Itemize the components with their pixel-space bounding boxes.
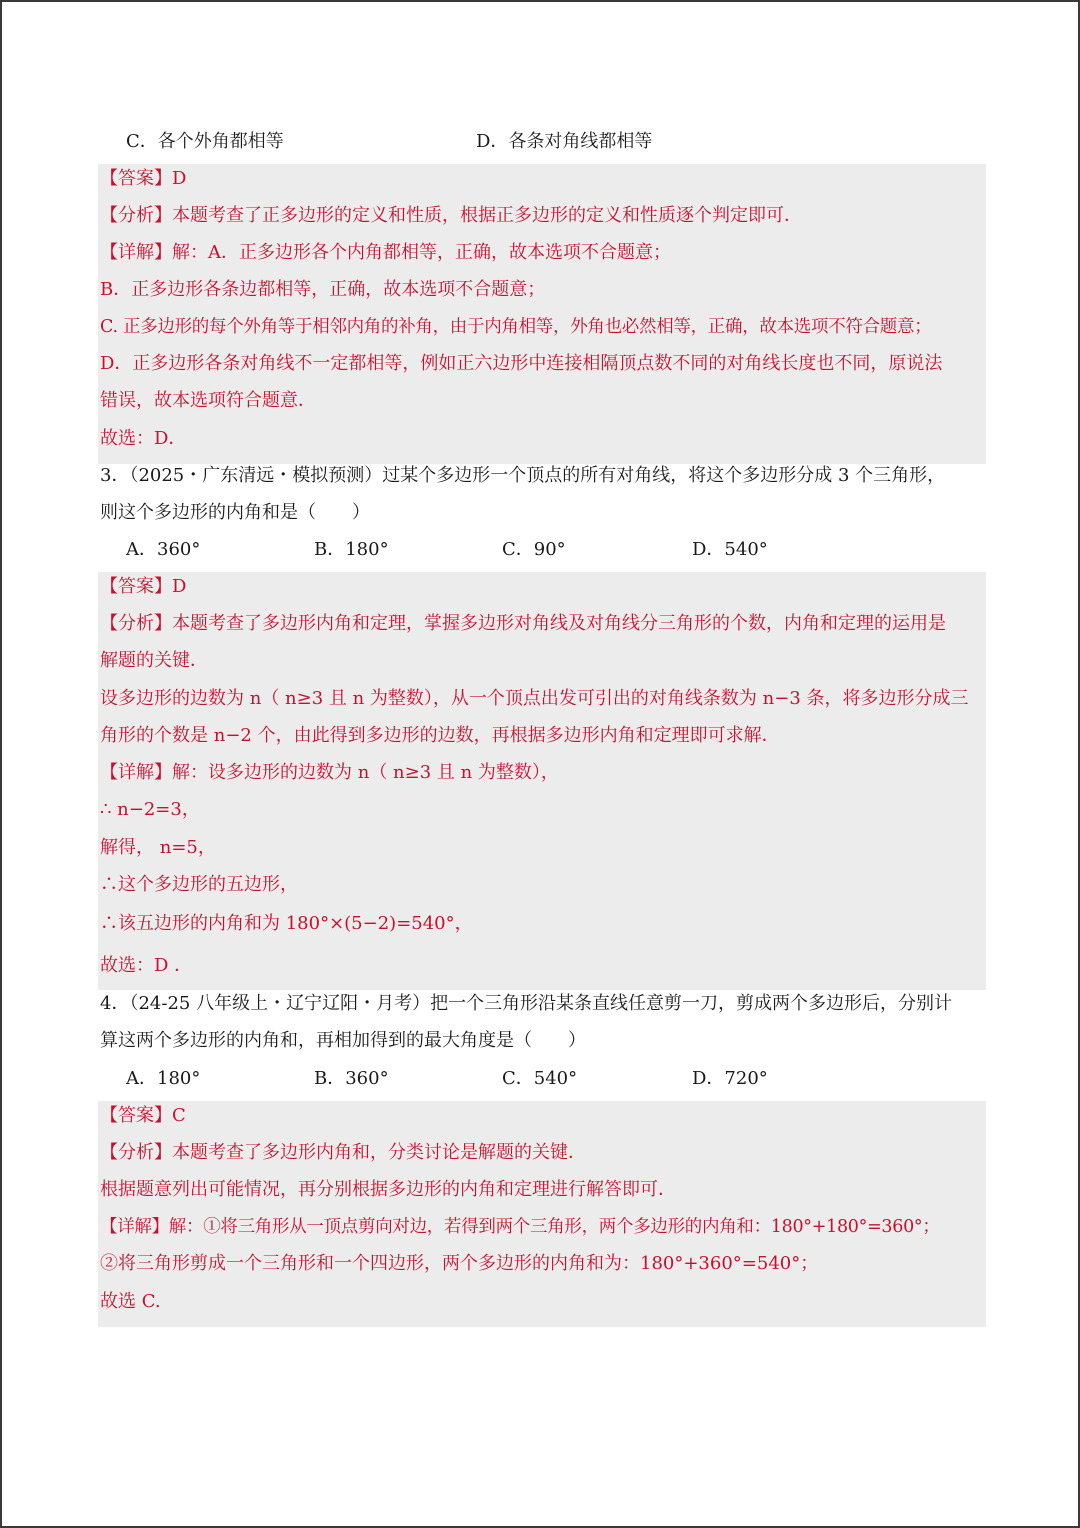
q3-answer: 【答案】D <box>100 576 187 597</box>
q4-analysis-line: 【分析】本题考查了多边形内角和，分类讨论是解题的关键． <box>100 1142 586 1163</box>
q3-detail-line: ∴该五边形的内角和为 180°×(5−2)=540°， <box>100 913 473 934</box>
q3-detail-line: ∴这个多边形的五边形， <box>100 874 298 895</box>
q2-detail-line: C. 正多边形的每个外角等于相邻内角的补角，由于内角相等，外角也必然相等，正确，故本选项不符合题意； <box>100 317 932 337</box>
q3-analysis-line: 【分析】本题考查了多边形内角和定理，掌握多边形对角线及对角线分三角形的个数，内角和定理的运用是 <box>100 613 946 634</box>
q3-analysis-line: 解题的关键． <box>100 650 208 671</box>
q3-analysis-line: 设多边形的边数为 n（ n≥3 且 n 为整数），从一个顶点出发可引出的对角线条数为 n−3 条，将多边形分成三 <box>100 688 969 709</box>
q2-option-d: D．各条对角线都相等 <box>476 131 653 152</box>
q3-detail-line: 【详解】解：设多边形的边数为 n（ n≥3 且 n 为整数）， <box>100 762 559 783</box>
q2-detail-line: D．正多边形各条对角线不一定都相等，例如正六边形中连接相隔顶点数不同的对角线长度也不同，原说法 <box>100 353 943 374</box>
q3-detail-line: ∴ n−2=3， <box>100 799 200 820</box>
q4-option-a: A．180° <box>126 1068 201 1089</box>
q2-option-c: C．各个外角都相等 <box>126 131 284 152</box>
q2-detail-line: 错误，故本选项符合题意． <box>100 390 316 411</box>
q4-detail-line: ②将三角形剪成一个三角形和一个四边形，两个多边形的内角和为：180°+360°=540°； <box>100 1253 819 1274</box>
q3-option-b: B．180° <box>314 539 389 560</box>
q3-detail-line: 故选：D ． <box>100 955 193 976</box>
q3-analysis-line: 角形的个数是 n−2 个，由此得到多边形的边数，再根据多边形内角和定理即可求解． <box>100 725 780 746</box>
q3-option-d: D．540° <box>692 539 768 560</box>
q3-stem: 3．（2025・广东清远・模拟预测）过某个多边形一个顶点的所有对角线，将这个多边形分成 3 个三角形， <box>100 465 946 486</box>
q4-detail-line: 故选 C. <box>100 1291 161 1312</box>
q2-analysis: 【分析】本题考查了正多边形的定义和性质，根据正多边形的定义和性质逐个判定即可． <box>100 205 802 226</box>
q4-detail-line: 【详解】解：①将三角形从一顶点剪向对边，若得到两个三角形，两个多边形的内角和：180°+180°=360°； <box>100 1217 940 1237</box>
q2-detail-line: 故选：D． <box>100 428 187 449</box>
q3-option-a: A．360° <box>126 539 201 560</box>
q4-analysis-line: 根据题意列出可能情况，再分别根据多边形的内角和定理进行解答即可． <box>100 1179 676 1200</box>
q4-stem: 算这两个多边形的内角和，再相加得到的最大角度是（ ） <box>100 1030 586 1051</box>
q4-answer: 【答案】C <box>100 1105 186 1126</box>
q3-stem: 则这个多边形的内角和是（ ） <box>100 502 370 523</box>
q2-detail-line: B．正多边形各条边都相等，正确，故本选项不合题意； <box>100 279 546 300</box>
q4-option-b: B．360° <box>314 1068 389 1089</box>
q4-option-c: C．540° <box>502 1068 578 1089</box>
q2-answer: 【答案】D <box>100 168 187 189</box>
q3-detail-line: 解得， n=5， <box>100 837 216 858</box>
q3-option-c: C．90° <box>502 539 566 560</box>
q2-detail-line: 【详解】解：A．正多边形各个内角都相等，正确，故本选项不合题意； <box>100 242 671 263</box>
q4-option-d: D．720° <box>692 1068 768 1089</box>
q4-stem: 4．（24-25 八年级上・辽宁辽阳・月考）把一个三角形沿某条直线任意剪一刀，剪成两个多边形后，分别计 <box>100 993 953 1014</box>
